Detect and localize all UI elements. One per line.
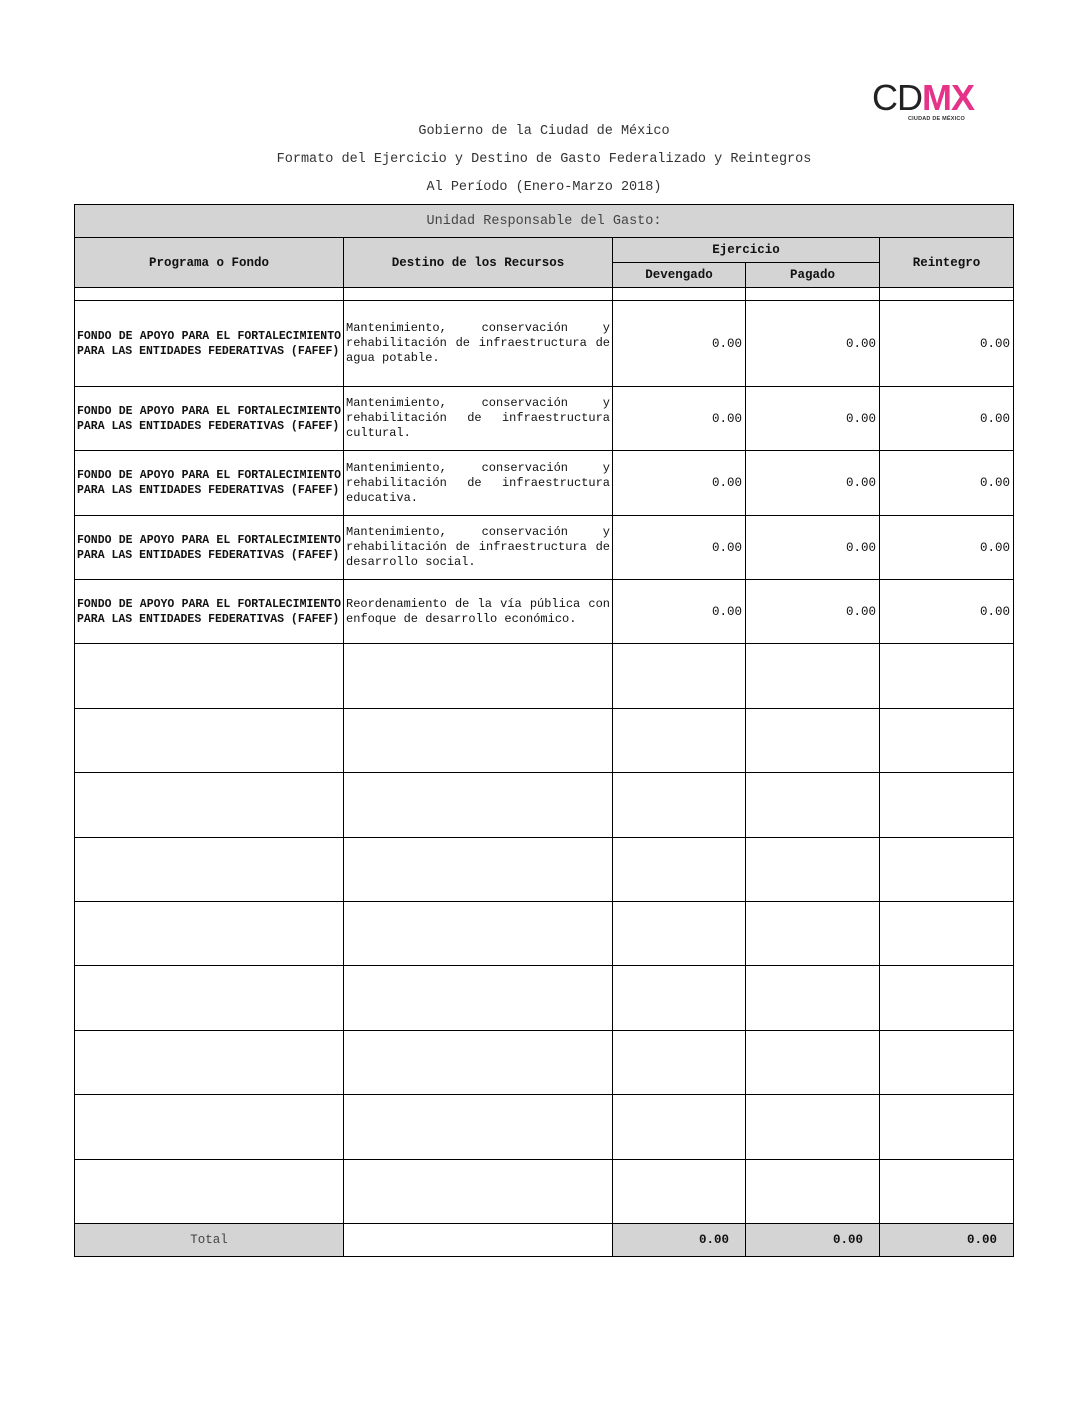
col-header-reintegro: Reintegro xyxy=(880,238,1014,288)
cell-programa: FONDO DE APOYO PARA EL FORTALECIMIENTO PARA LAS ENTIDADES FEDERATIVAS (FAFEF) xyxy=(75,580,344,644)
total-label: Total xyxy=(75,1224,344,1257)
cell-destino: Mantenimiento, conservación y rehabilitación de infraestructura cultural. xyxy=(344,387,613,451)
cell-programa: FONDO DE APOYO PARA EL FORTALECIMIENTO PARA LAS ENTIDADES FEDERATIVAS (FAFEF) xyxy=(75,451,344,516)
empty-row xyxy=(75,838,1014,902)
cell-devengado: 0.00 xyxy=(613,451,746,516)
spacer-row xyxy=(75,288,1014,301)
empty-row xyxy=(75,773,1014,838)
cell-pagado: 0.00 xyxy=(746,301,880,387)
table-row xyxy=(75,301,1014,387)
cell-programa: FONDO DE APOYO PARA EL FORTALECIMIENTO PARA LAS ENTIDADES FEDERATIVAS (FAFEF) xyxy=(75,387,344,451)
header-format-title: Formato del Ejercicio y Destino de Gasto Federalizado y Reintegros xyxy=(276,152,812,167)
logo-subtitle: CIUDAD DE MÉXICO xyxy=(908,116,965,122)
header-government: Gobierno de la Ciudad de México xyxy=(418,124,670,139)
empty-row xyxy=(75,709,1014,773)
col-header-programa: Programa o Fondo xyxy=(75,238,344,288)
cell-reintegro: 0.00 xyxy=(880,451,1014,516)
expense-table xyxy=(74,204,1014,1257)
cell-reintegro: 0.00 xyxy=(880,387,1014,451)
cell-devengado: 0.00 xyxy=(613,387,746,451)
cell-reintegro: 0.00 xyxy=(880,580,1014,644)
logo-cd-text: CD xyxy=(872,77,922,118)
table-row xyxy=(75,451,1014,516)
cell-pagado: 0.00 xyxy=(746,387,880,451)
cell-programa: FONDO DE APOYO PARA EL FORTALECIMIENTO PARA LAS ENTIDADES FEDERATIVAS (FAFEF) xyxy=(75,301,344,387)
cell-devengado: 0.00 xyxy=(613,516,746,580)
cdmx-logo xyxy=(872,77,1012,128)
empty-row xyxy=(75,644,1014,709)
cell-pagado: 0.00 xyxy=(746,451,880,516)
responsible-unit-label: Unidad Responsable del Gasto: xyxy=(75,205,1014,238)
empty-row xyxy=(75,966,1014,1031)
cell-destino: Mantenimiento, conservación y rehabilitación de infraestructura de agua potable. xyxy=(344,301,613,387)
total-reintegro: 0.00 xyxy=(880,1224,1014,1257)
empty-row xyxy=(75,902,1014,966)
logo-mx-text: MX xyxy=(922,77,974,118)
cell-destino: Reordenamiento de la vía pública con enfoque de desarrollo económico. xyxy=(344,580,613,644)
cell-destino: Mantenimiento, conservación y rehabilitación de infraestructura educativa. xyxy=(344,451,613,516)
total-row xyxy=(75,1224,1014,1257)
col-header-destino: Destino de los Recursos xyxy=(344,238,613,288)
cell-programa: FONDO DE APOYO PARA EL FORTALECIMIENTO PARA LAS ENTIDADES FEDERATIVAS (FAFEF) xyxy=(75,516,344,580)
header-period: Al Período (Enero-Marzo 2018) xyxy=(426,180,662,195)
col-header-ejercicio: Ejercicio xyxy=(613,238,880,263)
empty-row xyxy=(75,1095,1014,1160)
table-row xyxy=(75,580,1014,644)
empty-row xyxy=(75,1160,1014,1224)
col-header-pagado: Pagado xyxy=(746,263,880,288)
total-pagado: 0.00 xyxy=(746,1224,880,1257)
cell-pagado: 0.00 xyxy=(746,516,880,580)
total-devengado: 0.00 xyxy=(613,1224,746,1257)
table-row xyxy=(75,516,1014,580)
cell-destino: Mantenimiento, conservación y rehabilitación de infraestructura de desarrollo social. xyxy=(344,516,613,580)
cell-reintegro: 0.00 xyxy=(880,301,1014,387)
empty-row xyxy=(75,1031,1014,1095)
cell-devengado: 0.00 xyxy=(613,301,746,387)
total-empty-cell xyxy=(344,1224,613,1257)
col-header-devengado: Devengado xyxy=(613,263,746,288)
cell-devengado: 0.00 xyxy=(613,580,746,644)
cell-reintegro: 0.00 xyxy=(880,516,1014,580)
cell-pagado: 0.00 xyxy=(746,580,880,644)
table-row xyxy=(75,387,1014,451)
